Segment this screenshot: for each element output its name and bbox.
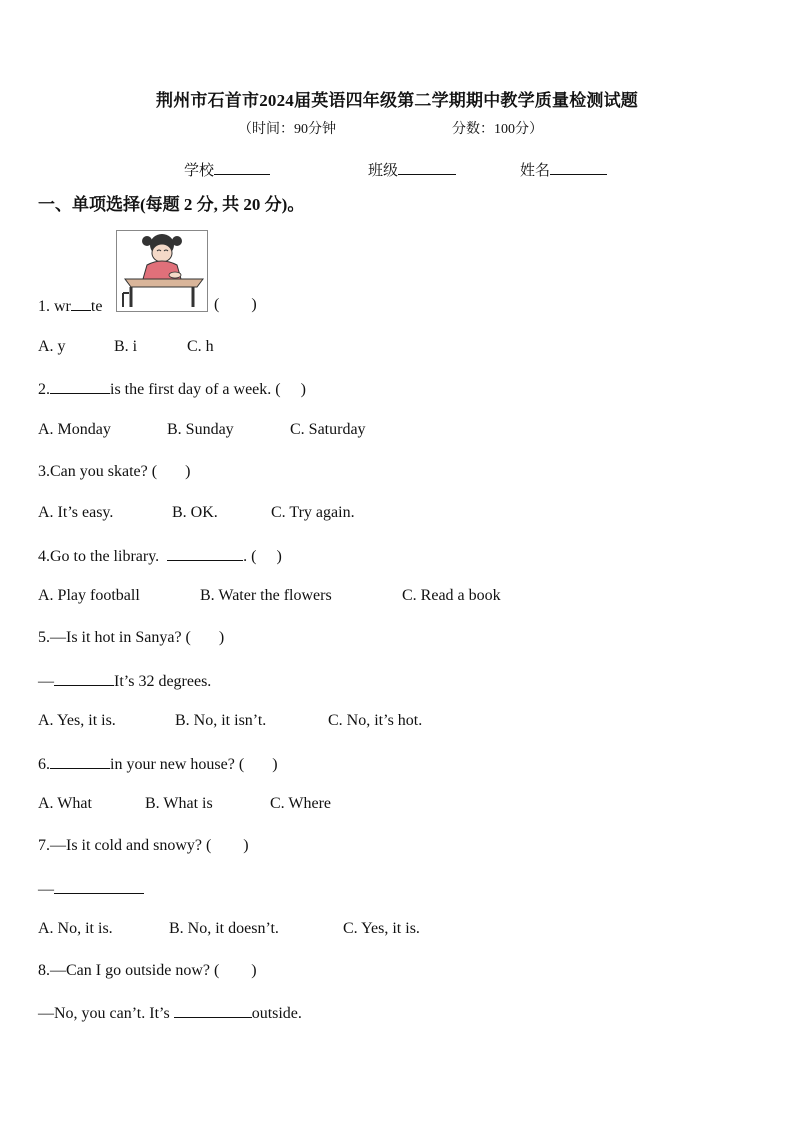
girl-writing-image [116,230,208,312]
q7-option-c[interactable]: C. Yes, it is. [343,920,420,937]
total-score: 分数：100分） [452,122,543,137]
q5-option-c[interactable]: C. No, it’s hot. [328,712,423,729]
school-field [184,159,270,180]
q6-option-c[interactable]: C. Where [270,795,332,812]
q5-reply [38,671,211,691]
q7-blank[interactable] [54,879,144,894]
school-label: 学校 [184,163,215,179]
q8-reply-post: outside. [251,1005,302,1022]
q6-blank[interactable] [50,754,110,769]
q7-option-b[interactable]: B. No, it doesn’t. [169,920,279,937]
time-limit: （时间：90分钟 [238,122,336,137]
q6-stem-post: in your new house? ( ) [110,756,278,773]
question-1 [38,296,102,316]
question-3: 3.Can you skate? ( ) [38,463,191,480]
q2-option-b[interactable]: B. Sunday [167,421,234,438]
q3-option-c[interactable]: C. Try again. [271,504,355,521]
q2-option-c[interactable]: C. Saturday [290,421,366,438]
question-5: 5.—Is it hot in Sanya? ( ) [38,629,225,646]
q2-stem-post: is the first day of a week. ( ) [110,381,306,398]
q5-blank[interactable] [54,671,114,686]
q8-reply [38,1003,302,1023]
q7-reply-dash: — [38,881,54,898]
q4-option-c[interactable]: C. Read a book [402,587,501,604]
name-field [520,159,607,180]
question-2 [38,379,306,399]
q4-option-b[interactable]: B. Water the flowers [200,587,332,604]
q8-blank[interactable] [174,1003,252,1018]
q6-option-a[interactable]: A. What [38,795,92,812]
q1-option-a[interactable]: A. y [38,338,66,355]
exam-title: 荆州市石首市2024届英语四年级第二学期期中教学质量检测试题 [156,91,638,110]
girl-writing-icon [117,231,207,311]
q2-blank[interactable] [50,379,110,394]
q4-blank[interactable] [167,546,243,561]
class-label: 班级 [368,163,399,179]
question-4 [38,546,282,566]
q4-stem-pre: 4.Go to the library. [38,548,168,565]
class-blank[interactable] [398,160,456,175]
q6-stem-pre: 6. [38,756,50,773]
q3-option-b[interactable]: B. OK. [172,504,218,521]
q1-option-b[interactable]: B. i [114,338,138,355]
q7-option-a[interactable]: A. No, it is. [38,920,113,937]
section-heading: 一、单项选择(每题 2 分, 共 20 分)。 [38,195,305,214]
q5-reply-dash: — [38,673,54,690]
question-8: 8.—Can I go outside now? ( ) [38,962,257,979]
q6-option-b[interactable]: B. What is [145,795,213,812]
q5-option-a[interactable]: A. Yes, it is. [38,712,116,729]
class-field [368,159,456,180]
q1-stem-pre: 1. wr [38,298,71,315]
q5-reply-post: It’s 32 degrees. [114,673,212,690]
question-6 [38,754,278,774]
name-blank[interactable] [550,160,607,175]
q7-reply [38,879,144,899]
q4-option-a[interactable]: A. Play football [38,587,140,604]
name-label: 姓名 [520,163,551,179]
question-7: 7.—Is it cold and snowy? ( ) [38,837,249,854]
school-blank[interactable] [214,160,270,175]
q5-option-b[interactable]: B. No, it isn’t. [175,712,267,729]
q1-answer-paren: ( ) [214,296,257,313]
q1-option-c[interactable]: C. h [187,338,214,355]
q1-stem-post: te [90,298,103,315]
q2-stem-pre: 2. [38,381,50,398]
q2-option-a[interactable]: A. Monday [38,421,111,438]
q3-option-a[interactable]: A. It’s easy. [38,504,114,521]
q8-reply-pre: —No, you can’t. It’s [38,1005,174,1022]
q4-stem-post: . ( ) [243,548,282,565]
q1-blank[interactable] [71,296,91,311]
